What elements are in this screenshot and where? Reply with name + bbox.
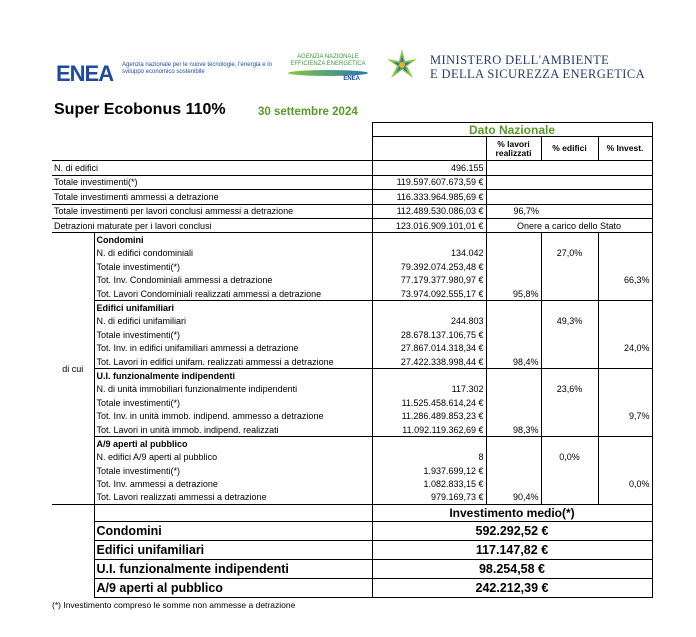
onere-note: Onere a carico dello Stato <box>486 218 652 232</box>
row-edifici-pct: 23,6% <box>541 383 598 396</box>
row-edifici-pct <box>541 341 598 354</box>
table-cell <box>52 522 94 541</box>
table-cell <box>372 369 486 383</box>
row-edifici-pct <box>541 274 598 287</box>
section-header-row <box>52 233 652 247</box>
row-edifici-pct <box>541 409 598 422</box>
row-label: N. di edifici unifamiliari <box>94 315 372 328</box>
row-lavori-pct <box>486 175 541 189</box>
summary-row <box>52 190 652 204</box>
table-cell <box>598 437 652 451</box>
row-label: Tot. Lavori realizzati ammessi a detrazione <box>94 491 372 505</box>
table-cell <box>598 161 652 175</box>
enea-logo: ENEA <box>56 61 114 86</box>
row-lavori-pct <box>486 464 541 477</box>
row-value: 116.333.964.985,69 € <box>372 190 486 204</box>
agency-line1: AGENZIA NAZIONALE <box>297 54 359 60</box>
section-row <box>52 287 652 301</box>
row-edifici-pct <box>541 260 598 273</box>
row-label: Tot. Lavori in unità immob. indipend. realizzati <box>94 423 372 437</box>
row-edifici-pct <box>541 287 598 301</box>
investimento-label: U.I. funzionalmente indipendenti <box>94 560 372 579</box>
row-value: 11.525.458.614,24 € <box>372 396 486 409</box>
row-invest-pct <box>598 247 652 260</box>
row-value: 27.422.338.998,44 € <box>372 355 486 369</box>
section-row <box>52 355 652 369</box>
table-cell <box>598 369 652 383</box>
row-edifici-pct: 49,3% <box>541 315 598 328</box>
table-cell <box>598 233 652 247</box>
section-row <box>52 383 652 396</box>
row-invest-pct <box>598 260 652 273</box>
row-value: 1.082.833,15 € <box>372 477 486 490</box>
section-row <box>52 396 652 409</box>
table-cell <box>486 233 541 247</box>
row-lavori-pct: 96,7% <box>486 204 541 218</box>
row-label: N. di edifici condominiali <box>94 247 372 260</box>
row-lavori-pct <box>486 396 541 409</box>
agency-line3: ENEA <box>343 76 360 82</box>
row-label: Tot. Inv. ammessi a detrazione <box>94 477 372 490</box>
table-cell <box>541 437 598 451</box>
summary-row <box>52 161 652 175</box>
row-edifici-pct <box>541 464 598 477</box>
page-title: Super Ecobonus 110% <box>54 101 226 118</box>
section-header-row <box>52 437 652 451</box>
row-lavori-pct <box>486 341 541 354</box>
row-label: Tot. Inv. Condominiali ammessi a detrazione <box>94 274 372 287</box>
row-value: 979.169,73 € <box>372 491 486 505</box>
row-label: Tot. Inv. in edifici unifamiliari ammessi a detrazione <box>94 341 372 354</box>
subheader-row <box>52 137 652 161</box>
investimento-value: 117.147,82 € <box>372 541 652 560</box>
col-edifici-header: % edifici <box>541 137 598 161</box>
table-cell <box>598 301 652 315</box>
table-body <box>52 123 652 598</box>
investimento-label: Edifici unifamiliari <box>94 541 372 560</box>
row-label: Totale investimenti(*) <box>94 464 372 477</box>
row-lavori-pct: 90,4% <box>486 491 541 505</box>
row-label: Totale investimenti(*) <box>94 328 372 341</box>
row-edifici-pct <box>541 396 598 409</box>
row-value: 11.092.119.362,69 € <box>372 423 486 437</box>
section-row <box>52 341 652 354</box>
section-header-row <box>52 369 652 383</box>
row-value: 134.042 <box>372 247 486 260</box>
section-row <box>52 423 652 437</box>
summary-row <box>52 204 652 218</box>
row-label: Tot. Lavori in edifici unifam. realizzati ammessi a detrazione <box>94 355 372 369</box>
header-row <box>52 123 652 137</box>
table-cell <box>52 505 94 522</box>
summary-row <box>52 175 652 189</box>
table-cell <box>372 301 486 315</box>
section-title: Edifici unifamiliari <box>94 301 372 315</box>
section-row <box>52 477 652 490</box>
section-row <box>52 409 652 422</box>
row-label: N. di unità immobiliari funzionalmente indipendenti <box>94 383 372 396</box>
row-label: Totale investimenti(*) <box>94 396 372 409</box>
row-lavori-pct <box>486 247 541 260</box>
col-invest-header: % Invest. <box>598 137 652 161</box>
row-invest-pct <box>598 451 652 464</box>
row-lavori-pct <box>486 260 541 273</box>
section-row <box>52 328 652 341</box>
row-lavori-pct <box>486 383 541 396</box>
table-cell <box>598 190 652 204</box>
row-invest-pct: 24,0% <box>598 341 652 354</box>
section-title: U.I. funzionalmente indipendenti <box>94 369 372 383</box>
row-edifici-pct <box>541 328 598 341</box>
row-invest-pct <box>598 315 652 328</box>
row-label: N. di edifici <box>52 161 372 175</box>
investimento-row <box>52 541 652 560</box>
table-cell <box>372 437 486 451</box>
table-cell <box>52 541 94 560</box>
section-row <box>52 260 652 273</box>
row-edifici-pct <box>541 477 598 490</box>
investimento-row <box>52 579 652 598</box>
row-lavori-pct <box>486 161 541 175</box>
row-lavori-pct <box>486 190 541 204</box>
row-value: 77.179.377.980,97 € <box>372 274 486 287</box>
row-value: 117.302 <box>372 383 486 396</box>
row-value: 73.974.092.555,17 € <box>372 287 486 301</box>
table-cell <box>486 369 541 383</box>
ministry-line1: MINISTERO DELL'AMBIENTE <box>430 53 610 67</box>
row-value: 112.489.530.086,03 € <box>372 204 486 218</box>
table-cell <box>486 301 541 315</box>
row-label: Tot. Lavori Condominiali realizzati ammessi a detrazione <box>94 287 372 301</box>
row-edifici-pct <box>541 355 598 369</box>
row-value: 28.678.137.106,75 € <box>372 328 486 341</box>
investimento-row <box>52 560 652 579</box>
row-invest-pct <box>598 287 652 301</box>
ministry-star-icon <box>384 47 420 83</box>
table-cell <box>541 161 598 175</box>
table-cell <box>541 233 598 247</box>
table-cell <box>541 204 598 218</box>
page-header <box>0 44 696 92</box>
row-label: Totale investimenti per lavori conclusi ammessi a detrazione <box>52 204 372 218</box>
ministry-line2: E DELLA SICUREZZA ENERGETICA <box>430 67 646 81</box>
row-value: 123.016.909.101,01 € <box>372 218 486 232</box>
row-label: Totale investimenti(*) <box>52 175 372 189</box>
row-edifici-pct <box>541 491 598 505</box>
table-cell <box>541 175 598 189</box>
detrazioni-row <box>52 218 652 232</box>
section-title: A/9 aperti al pubblico <box>94 437 372 451</box>
investimento-value: 242.212,39 € <box>372 579 652 598</box>
row-value: 11.286.489.853,23 € <box>372 409 486 422</box>
row-label: Detrazioni maturate per i lavori conclusi <box>52 218 372 232</box>
investimento-row <box>52 522 652 541</box>
row-lavori-pct: 95,8% <box>486 287 541 301</box>
section-title: Condomini <box>94 233 372 247</box>
row-value: 27.867.014.318,34 € <box>372 341 486 354</box>
investimento-medio-header: Investimento medio(*) <box>372 505 652 522</box>
table-cell <box>598 175 652 189</box>
row-invest-pct <box>598 396 652 409</box>
row-invest-pct: 0,0% <box>598 477 652 490</box>
table-cell <box>52 579 94 598</box>
table-cell <box>541 190 598 204</box>
table-cell <box>598 204 652 218</box>
investimento-value: 592.292,52 € <box>372 522 652 541</box>
row-edifici-pct: 27,0% <box>541 247 598 260</box>
row-invest-pct <box>598 491 652 505</box>
table-cell <box>372 233 486 247</box>
investimento-label: A/9 aperti al pubblico <box>94 579 372 598</box>
row-value: 8 <box>372 451 486 464</box>
section-row <box>52 491 652 505</box>
row-invest-pct <box>598 464 652 477</box>
row-invest-pct <box>598 355 652 369</box>
row-edifici-pct: 0,0% <box>541 451 598 464</box>
enea-description: Agenzia nazionale per le nuove tecnologie, l'energia e lo sviluppo economico sostenibile <box>122 62 272 75</box>
row-value: 79.392.074.253,48 € <box>372 260 486 273</box>
investimento-header-row <box>52 505 652 522</box>
row-value: 119.597.607.673,59 € <box>372 175 486 189</box>
di-cui-label: di cui <box>52 233 94 505</box>
row-invest-pct: 66,3% <box>598 274 652 287</box>
report-date: 30 settembre 2024 <box>258 106 358 118</box>
row-label: Totale investimenti(*) <box>94 260 372 273</box>
table-cell <box>486 437 541 451</box>
table-cell <box>541 301 598 315</box>
row-lavori-pct <box>486 409 541 422</box>
row-lavori-pct <box>486 451 541 464</box>
data-table <box>52 122 653 598</box>
row-value: 496.155 <box>372 161 486 175</box>
row-label: N. edifici A/9 aperti al pubblico <box>94 451 372 464</box>
section-row <box>52 451 652 464</box>
row-invest-pct: 9,7% <box>598 409 652 422</box>
col-lavori-header: % lavori realizzati <box>486 137 541 161</box>
row-invest-pct <box>598 383 652 396</box>
row-value: 244.803 <box>372 315 486 328</box>
row-lavori-pct: 98,4% <box>486 355 541 369</box>
row-invest-pct <box>598 328 652 341</box>
dato-nazionale-header: Dato Nazionale <box>372 123 652 137</box>
row-lavori-pct <box>486 477 541 490</box>
row-invest-pct <box>598 423 652 437</box>
footnote: (*) Investimento compreso le somme non ammesse a detrazione <box>52 600 296 610</box>
section-row <box>52 315 652 328</box>
agency-logo <box>282 54 374 82</box>
section-row <box>52 274 652 287</box>
row-lavori-pct: 98,3% <box>486 423 541 437</box>
row-label: Totale investimenti ammessi a detrazione <box>52 190 372 204</box>
table-cell <box>52 560 94 579</box>
investimento-value: 98.254,58 € <box>372 560 652 579</box>
investimento-label: Condomini <box>94 522 372 541</box>
table-cell <box>541 369 598 383</box>
row-lavori-pct <box>486 274 541 287</box>
row-lavori-pct <box>486 315 541 328</box>
section-row <box>52 464 652 477</box>
section-header-row <box>52 301 652 315</box>
ministry-name <box>430 53 645 81</box>
section-row <box>52 247 652 260</box>
table-cell <box>94 505 372 522</box>
agency-line2: EFFICIENZA ENERGETICA <box>290 61 366 67</box>
row-lavori-pct <box>486 328 541 341</box>
row-label: Tot. Inv. in unità immob. indipend. ammesso a detrazione <box>94 409 372 422</box>
row-edifici-pct <box>541 423 598 437</box>
row-value: 1.937.699,12 € <box>372 464 486 477</box>
